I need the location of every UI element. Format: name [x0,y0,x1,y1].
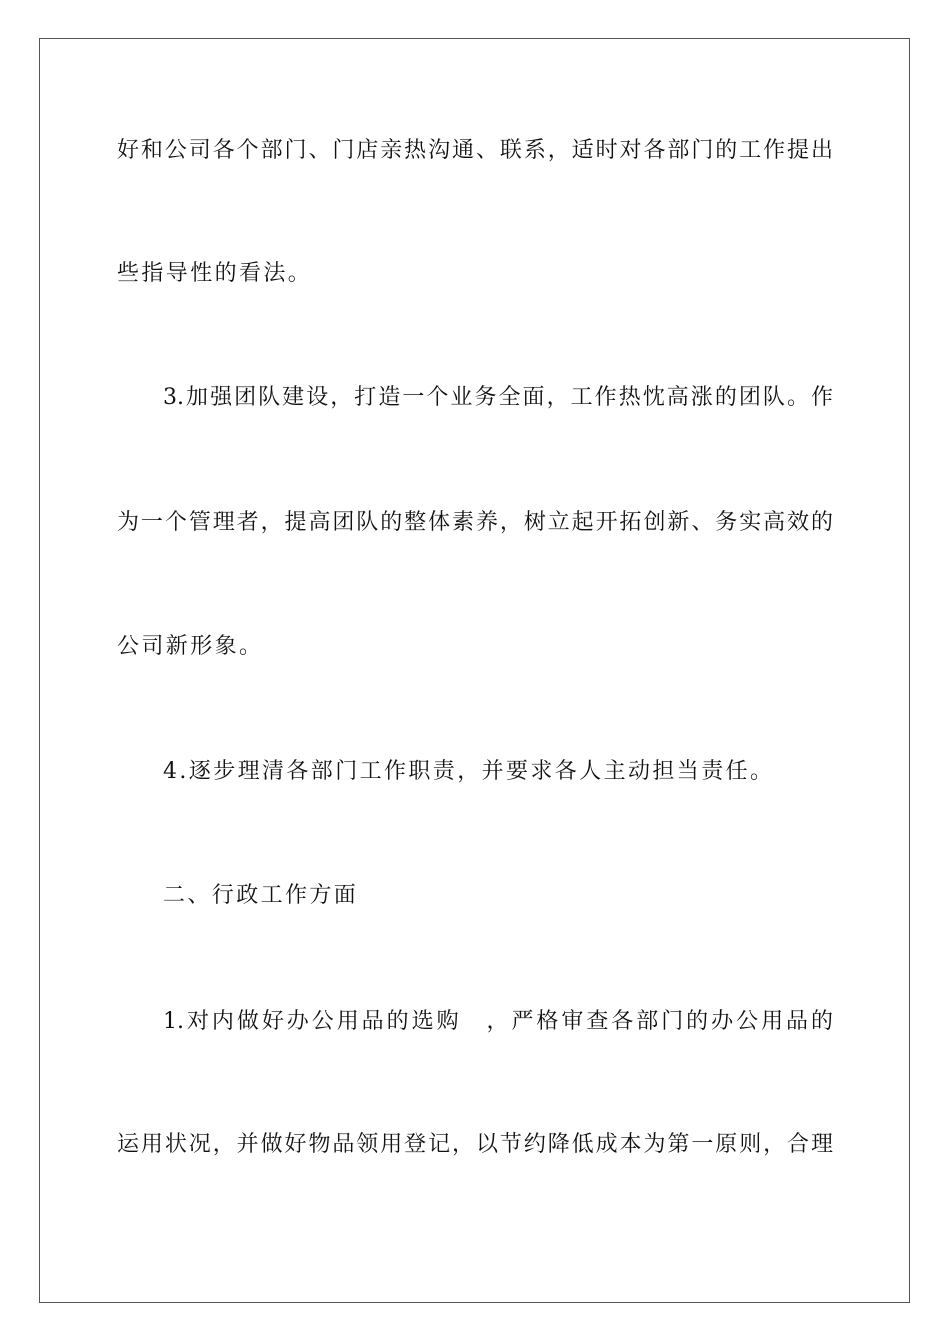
paragraph-line: 运用状况，并做好物品领用登记，以节约降低成本为第一原则，合理 [117,1132,833,1157]
section-heading: 二、行政工作方面 [163,883,359,908]
page-frame [39,38,910,1303]
paragraph-line: 4.逐步理清各部门工作职责，并要求各人主动担当责任。 [163,759,775,784]
paragraph-line: 些指导性的看法。 [117,261,313,286]
paragraph-line: 3.加强团队建设，打造一个业务全面，工作热忱高涨的团队。作 [163,385,833,410]
paragraph-line: 为一个管理者，提高团队的整体素养，树立起开拓创新、务实高效的 [117,510,833,535]
paragraph-line: 公司新形象。 [117,634,264,659]
paragraph-line: 1.对内做好办公用品的选购 ，严格审查各部门的办公用品的 [163,1009,833,1034]
paragraph-line: 好和公司各个部门、门店亲热沟通、联系，适时对各部门的工作提出 [117,138,833,163]
